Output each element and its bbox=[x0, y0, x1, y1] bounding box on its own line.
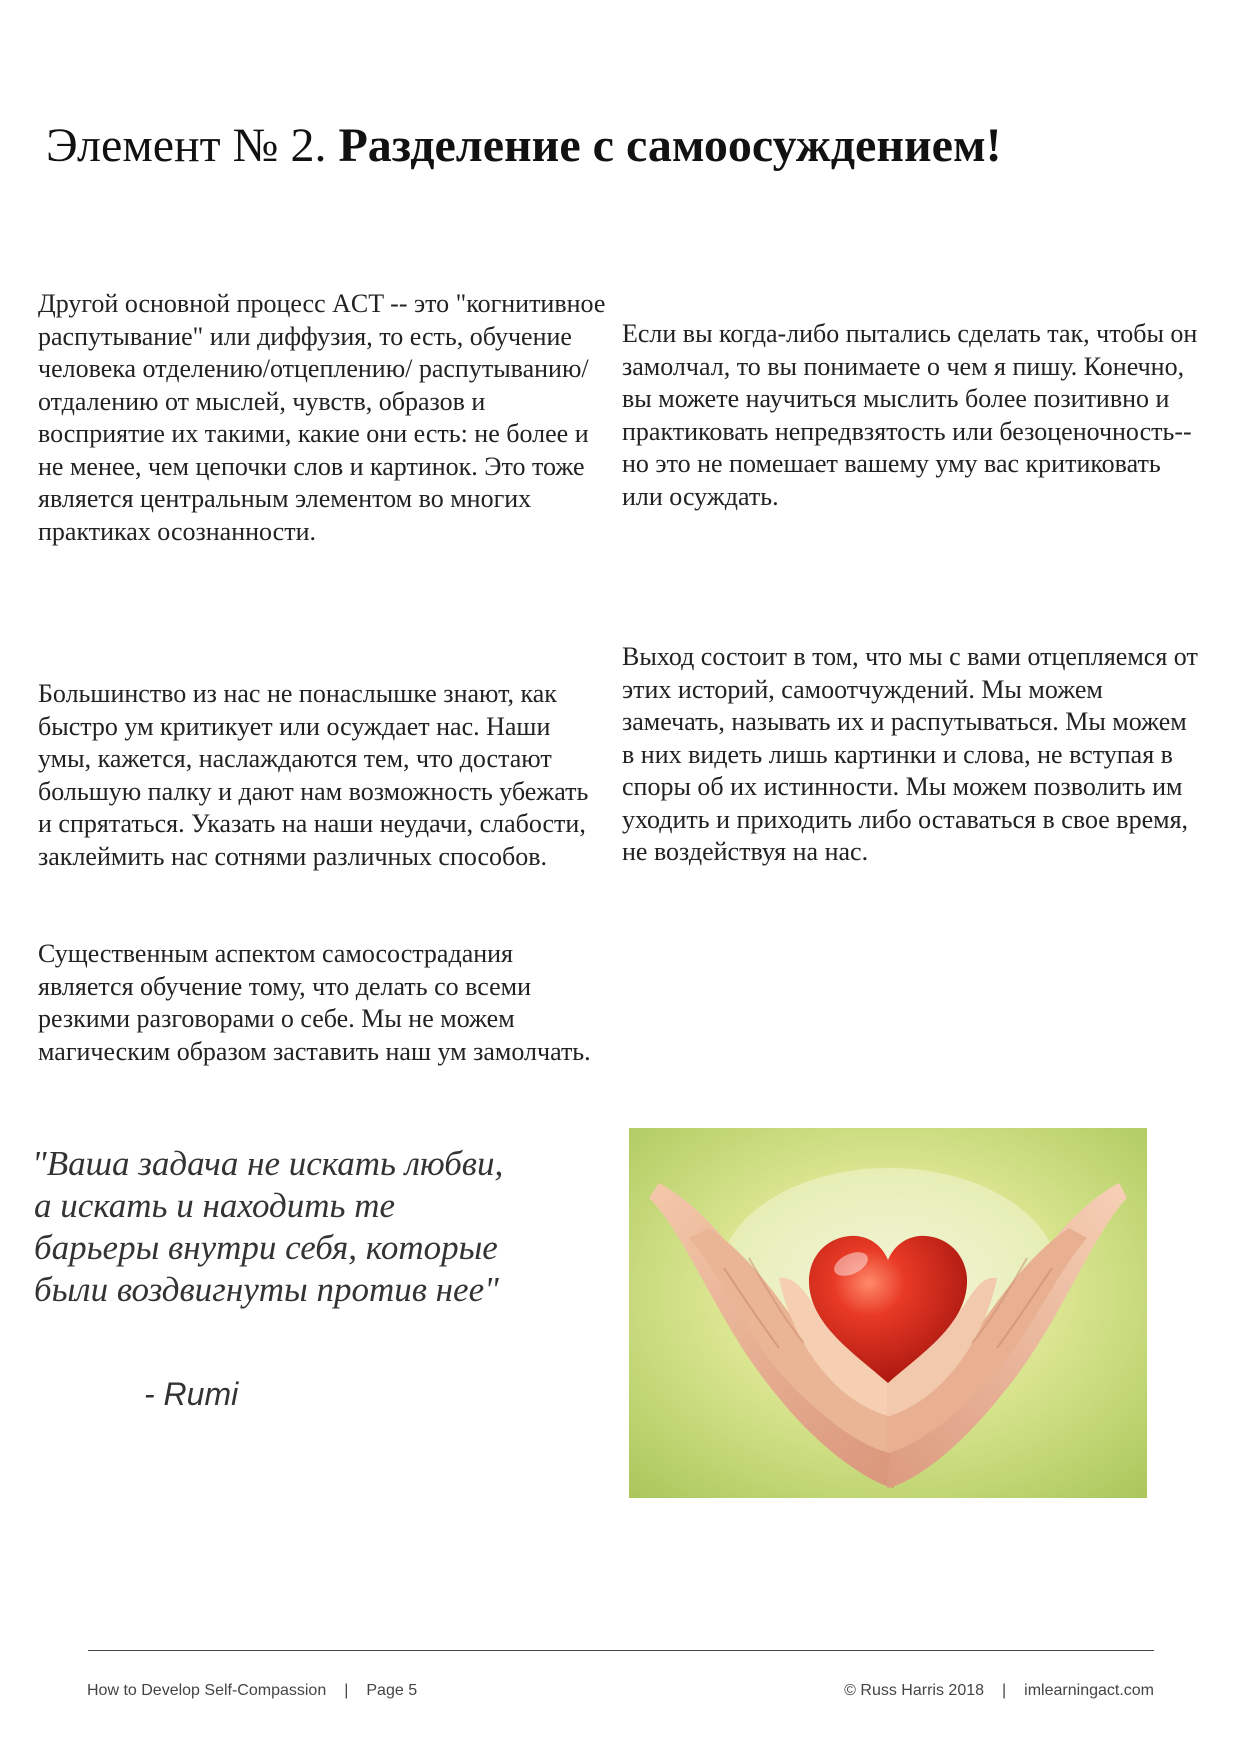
title-bold: Разделение с самоосуждением! bbox=[338, 119, 1002, 172]
right-paragraph-2: Выход состоит в том, что мы с вами отцепляемся от этих историй, самоотчуждений. Мы можем замечать, называть их и распутываться. Мы можем в них видеть лишь картинки и слова, не вступая в споры об их истинности. Мы можем позволить им уходить и приходить либо оставаться в свое время, не воздействуя на нас. bbox=[622, 642, 1198, 866]
footer-website: imlearningact.com bbox=[1024, 1682, 1154, 1699]
quote-line: были воздвигнуты против нее" bbox=[34, 1270, 499, 1309]
quote-line: "Ваша задача не искать любви, bbox=[32, 1144, 504, 1183]
footer-right bbox=[844, 1682, 1154, 1700]
footer-book-title: How to Develop Self-Compassion bbox=[87, 1682, 327, 1699]
page-title bbox=[46, 118, 1196, 173]
footer-divider bbox=[88, 1650, 1154, 1651]
left-paragraph-1: Другой основной процесс ACT -- это "когнитивное распутывание" или диффузия, то есть, обучение человека отделению/отцеплению/ распутыванию/ отдалению от мыслей, чувств, образов и восприятие их такими, какие они есть: не более и не менее, чем цепочки слов и картинок. Это тоже является центральным элементом во многих практиках осознанности. bbox=[38, 289, 606, 546]
right-paragraph-1: Если вы когда-либо пытались сделать так, чтобы он замолчал, то вы понимаете о чем я пишу. Конечно, вы можете научиться мыслить более позитивно и практиковать непредвзятость или безоценочность-- но это не помешает вашему уму вас критиковать или осуждать. bbox=[622, 319, 1198, 511]
footer-left bbox=[87, 1682, 417, 1700]
footer-copyright: © Russ Harris 2018 bbox=[844, 1682, 985, 1699]
left-paragraph-2: Большинство из нас не понаслышке знают, как быстро ум критикует или осуждает нас. Наши умы, кажется, наслаждаются тем, что достают большую палку и дают нам возможность убежать и спрятаться. Указать на наши неудачи, слабости, заклеймить нас сотнями различных способов. bbox=[38, 679, 589, 871]
quote-line: барьеры внутри себя, которые bbox=[34, 1228, 498, 1267]
title-prefix: Элемент № 2. bbox=[46, 119, 327, 172]
footer-separator: | bbox=[1002, 1682, 1007, 1699]
heart-in-hands-photo bbox=[629, 1128, 1147, 1498]
quote-author: - Rumi bbox=[144, 1376, 239, 1412]
footer-page-number: Page 5 bbox=[366, 1682, 418, 1699]
footer-separator: | bbox=[344, 1682, 349, 1699]
quote-line: а искать и находить те bbox=[34, 1186, 396, 1225]
left-paragraph-3: Существенным аспектом самосострадания является обучение тому, что делать со всеми резкими разговорами о себе. Мы не можем магическим образом заставить наш ум замолчать. bbox=[38, 939, 591, 1066]
rumi-quote bbox=[32, 1143, 592, 1311]
